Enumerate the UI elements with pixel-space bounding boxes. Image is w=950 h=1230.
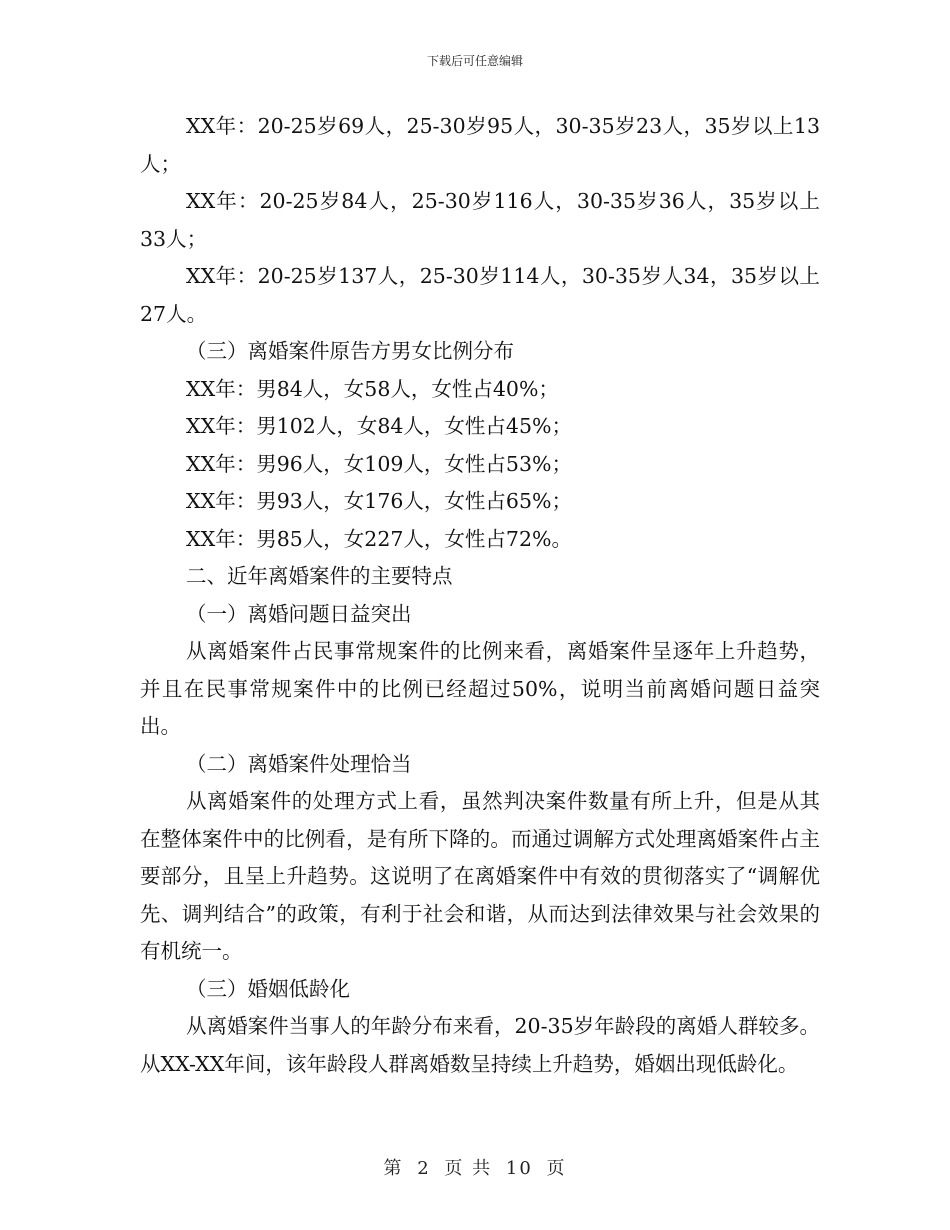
footer-suffix: 页 bbox=[546, 1158, 567, 1179]
page-header: 下载后可任意编辑 bbox=[426, 54, 523, 68]
document-body bbox=[140, 108, 820, 1083]
subheading-problem-prominent: （一）离婚问题日益突出 bbox=[186, 601, 412, 626]
page-footer bbox=[0, 1154, 950, 1180]
paragraph-age-year-2: XX年：20-25岁84人，25-30岁116人，30-35岁36人，35岁以上33人； bbox=[140, 189, 820, 251]
paragraph-gender-year-5: XX年：男85人，女227人，女性占72%。 bbox=[186, 526, 572, 551]
paragraph-age-year-1: XX年：20-25岁69人，25-30岁95人，30-35岁23人，35岁以上13人； bbox=[140, 114, 820, 176]
paragraph-age-year-3: XX年：20-25岁137人，25-30岁114人，30-35岁人34，35岁以上27人。 bbox=[140, 264, 820, 326]
paragraph-gender-year-4: XX年：男93人，女176人，女性占65%； bbox=[186, 489, 572, 513]
paragraph-gender-year-3: XX年：男96人，女109人，女性占53%； bbox=[186, 451, 572, 476]
footer-prefix: 第 bbox=[383, 1158, 404, 1179]
footer-mid: 页 共 bbox=[444, 1158, 493, 1179]
subheading-younger-marriage: （三）婚姻低龄化 bbox=[186, 976, 350, 1001]
paragraph-younger-marriage: 从离婚案件当事人的年龄分布来看，20-35岁年龄段的离婚人群较多。从XX-XX年间，该年龄段人群离婚数呈持续上升趋势，婚姻出现低龄化。 bbox=[140, 1014, 820, 1076]
paragraph-proper-handling: 从离婚案件的处理方式上看，虽然判决案件数量有所上升，但是从其在整体案件中的比例看，是有所下降的。而通过调解方式处理离婚案件占主要部分，且呈上升趋势。这说明了在离婚案件中有效的贯彻落实了“调解优先、调判结合”的政策，有利于社会和谐，从而达到法律效果与社会效果的有机统一。 bbox=[140, 789, 820, 963]
footer-page-number: 2 bbox=[417, 1158, 431, 1179]
section-heading-main-features: 二、近年离婚案件的主要特点 bbox=[186, 564, 453, 588]
paragraph-problem-prominent: 从离婚案件占民事常规案件的比例来看，离婚案件呈逐年上升趋势，并且在民事常规案件中的比例已经超过50%，说明当前离婚问题日益突出。 bbox=[140, 639, 820, 738]
paragraph-gender-year-2: XX年：男102人，女84人，女性占45%； bbox=[186, 414, 572, 438]
footer-total-pages: 10 bbox=[505, 1158, 533, 1179]
paragraph-gender-year-1: XX年：男84人，女58人，女性占40%； bbox=[186, 376, 559, 401]
section-heading-gender-ratio: （三）离婚案件原告方男女比例分布 bbox=[186, 339, 514, 363]
subheading-proper-handling: （二）离婚案件处理恰当 bbox=[186, 751, 412, 776]
